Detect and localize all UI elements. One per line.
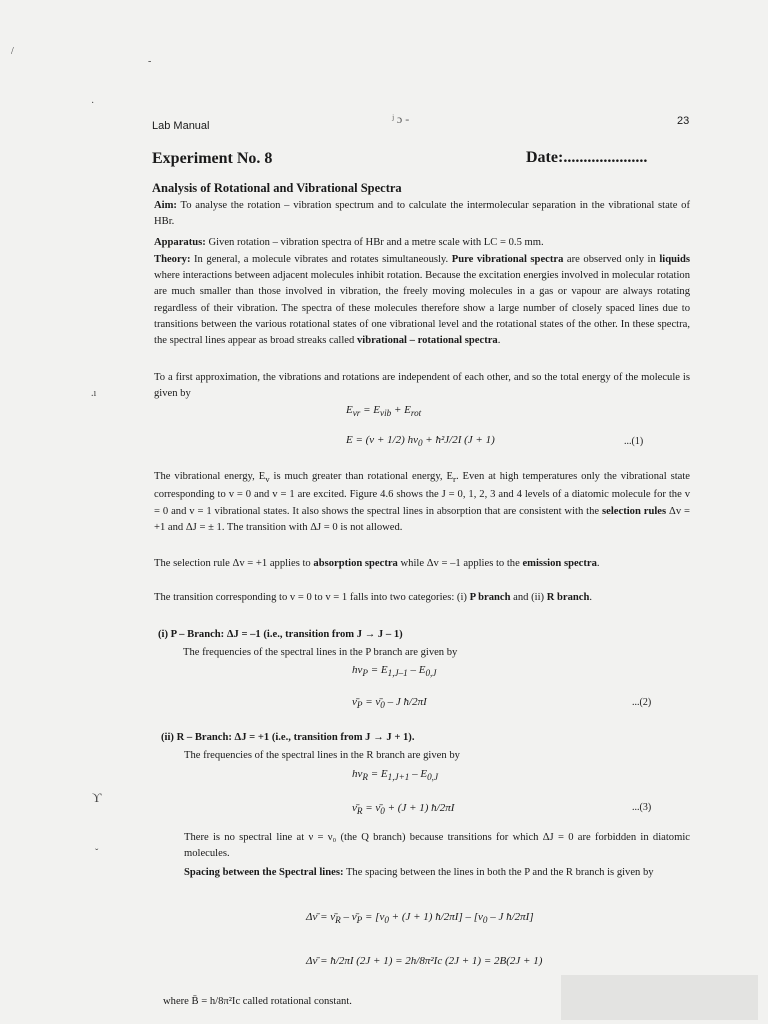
vib-text: is much greater than rotational energy, E [269, 471, 453, 482]
equation-spacing-result: Δν̄ = ħ/2πI (2J + 1) = 2h/8π²Ic (2J + 1) = 2B(2J + 1) [306, 955, 543, 967]
theory-text: . [497, 335, 501, 347]
equation-spacing-difference: Δν̄ = $\nū_R$ – $\nū_P = [\nu_0 + (J + 1)$ ħ/2πI] – [$\nu_0$ – J ħ/2πI] [306, 911, 534, 926]
rotational-constant-definition: where B̄ = h/8π²Ic called rotational constant. [163, 996, 352, 1007]
theory-bold: liquids [659, 254, 690, 265]
equation-r-branch-frequency: $\nū_R$ = $\nū_0 + (J + 1)$ ħ/2πI [352, 802, 455, 817]
equation-r-branch-energy: $h\nu_R = E_{1,J+1} - E_{0,J}$ [352, 768, 439, 783]
vibrational-energy-paragraph: The vibrational energy, $E_v$ is much greater than rotational energy, $E_r$. Even at high temperatures only the vibrational state corresponding to v = 0 and v = 1 are excited. Figure 4.6 shows the J = 0, 1, 2, 3 and 4 levels of a diatomic molecule for the v = 0 and v = 1 vibrational states. It also shows the spectral lines in absorption that are consistent with the selection rules Δv = +1 and ΔJ = ± 1. The transition with ΔJ = 0 is not allowed. [154, 471, 691, 533]
theory-paragraph [154, 252, 690, 349]
aim-paragraph [154, 198, 690, 230]
scan-mark: ˇ [95, 848, 99, 859]
page-number: 23 [677, 115, 690, 127]
theory-text: In general, a molecule vibrates and rotates simultaneously. [190, 254, 452, 265]
scan-mark: .ı [91, 388, 97, 399]
vib-text: The vibrational energy, E [154, 471, 266, 482]
vib-text: Δv = +1 and ΔJ = ± 1. The transition with ΔJ = 0 is not allowed. [154, 505, 691, 533]
header-manual-title: Lab Manual [152, 120, 210, 132]
transition-bold: R branch [546, 592, 590, 603]
apparatus-text: Given rotation – vibration spectra of HBr and a metre scale with LC = 0.5 mm. [205, 237, 544, 248]
spacing-paragraph [184, 865, 690, 881]
spacing-text: The spacing between the lines in both the P and the R branch is given by [343, 867, 654, 878]
equation-total-energy: E = (v + 1/2) $h\nu_0$ + ħ²J/2I (J + 1) [346, 434, 495, 449]
theory-bold: vibrational – rotational spectra [356, 335, 498, 347]
theory-text: are observed only in [563, 254, 660, 265]
equation-p-branch-frequency: $\nū_P$ = $\nū_0$ – J ħ/2πI [352, 696, 427, 711]
equation-number: ...(1) [624, 436, 644, 447]
transition-paragraph [154, 590, 690, 606]
selection-bold: absorption spectra [313, 558, 398, 569]
r-branch-text: The frequencies of the spectral lines in the R branch are given by [184, 750, 460, 761]
equation-number: ...(2) [632, 697, 652, 708]
theory-bold: Pure vibrational spectra [451, 254, 564, 265]
scan-mark: ϒ [92, 790, 102, 805]
experiment-title: Experiment No. 8 [152, 150, 273, 167]
equation-number: ...(3) [632, 802, 652, 813]
theory-text: where interactions between adjacent molecules inhibit rotation. Because the excitation energies involved in molecular rotation are much smaller than those involved in vibration, the freely moving molecules in a gas or vapour are always rotating regardless of their vibration. The spectra of these molecules therefore show a large number of closely spaced lines due to transitions between the various rotational states of one vibrational level and the rotational states of the other. In these spectra, the spectral lines appear as broad streaks called [154, 270, 690, 347]
aim-text: To analyse the rotation – vibration spectrum and to calculate the intermolecular separation in the vibrational state of HBr. [154, 200, 690, 228]
q-branch-paragraph: There is no spectral line at ν = ν₀ (the Q branch) because transitions for which ΔJ = 0 are forbidden in diatomic molecules. [184, 832, 690, 860]
scan-mark: / [11, 46, 14, 57]
spacing-label: Spacing between the Spectral lines: [184, 867, 344, 878]
section-title: Analysis of Rotational and Vibrational Spectra [152, 181, 402, 195]
header-handwritten-mark: ʲ ɔ ‑ [392, 112, 410, 126]
transition-text: The transition corresponding to v = 0 to v = 1 falls into two categories: (i) [154, 592, 470, 603]
r-branch-title: (ii) R – Branch: ΔJ = +1 (i.e., transition from J → J + 1). [161, 732, 415, 743]
transition-text: and (ii) [510, 592, 547, 603]
selection-text: The selection rule Δv = +1 applies to [154, 558, 314, 569]
selection-bold: emission spectra [522, 558, 597, 569]
transition-bold: P branch [469, 592, 511, 603]
selection-text: . [596, 558, 600, 569]
date-field: Date:..................... [526, 149, 648, 166]
p-branch-text: The frequencies of the spectral lines in the P branch are given by [183, 647, 458, 658]
apparatus-paragraph [154, 235, 690, 251]
equation-p-branch-energy: $h\nu_P = E_{1,J-1} - E_{0,J}$ [352, 664, 437, 679]
theory-label: Theory: [154, 254, 191, 265]
selection-text: while Δv = –1 applies to the [397, 558, 523, 569]
scan-mark: · [91, 98, 95, 109]
selection-rule-paragraph [154, 556, 690, 572]
vib-text: . Even at high temperatures only the vibrational state corresponding to v = 0 and v = 1 are excited. Figure 4.6 shows the J = 0, 1, 2, 3 and 4 levels of a diatomic molecule for the v = 0 and v = 1 vibrational states. It also shows the spectral lines in absorption that are consistent with the [154, 471, 690, 517]
aim-label: Aim: [154, 200, 177, 211]
scan-shadow [561, 975, 758, 1020]
vib-bold: selection rules [602, 505, 667, 517]
scan-mark: - [148, 56, 152, 67]
p-branch-title: (i) P – Branch: ΔJ = –1 (i.e., transition from J → J – 1) [158, 629, 403, 640]
apparatus-label: Apparatus: [154, 237, 206, 248]
transition-text: . [589, 592, 593, 603]
approximation-paragraph: To a first approximation, the vibrations and rotations are independent of each other, and so the total energy of the molecule is given by [154, 372, 690, 400]
equation-energy-sum: $E_{vr} = E_{vib} + E_{rot}$ [346, 404, 422, 419]
